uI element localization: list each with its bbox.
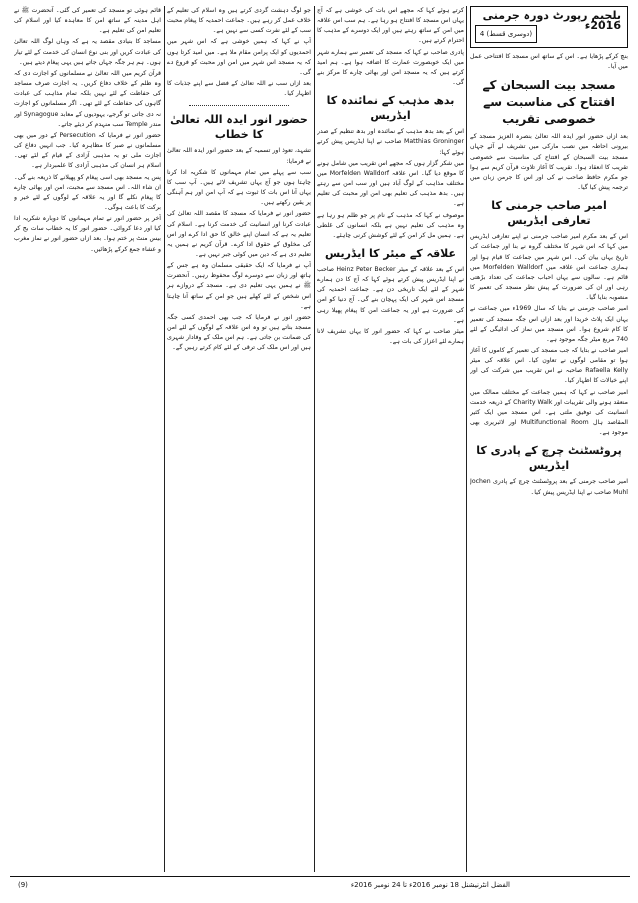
newspaper-page [10,6,630,876]
newspaper-issue-title: الفضل انٹرنیشنل 18 نومبر 2016ء تا 24 نومبر 2016ء [350,881,510,889]
paragraph: آخر پر حضور انور نے تمام مہمانوں کا دوبارہ شکریہ ادا کیا اور دعا کروائی۔ حضور انور کا یہ خطاب سات بج کر بیس منٹ پر ختم ہوا۔ بعد ازاں حضور انور نے نماز مغرب و عشاء جمع کرکے پڑھائیں۔ [14,215,161,253]
section-heading: پروٹسٹنٹ چرچ کے پادری کا ایڈریس [476,444,622,473]
paragraph: امیر صاحب جرمنی کے بعد پروٹسٹنٹ چرچ کے پادری Jochen Muhl صاحب نے اپنا ایڈریس پیش کیا۔ [470,478,628,496]
section-heading: حضور انور ایدہ اللہ تعالیٰ کا خطاب [170,113,308,142]
paragraph: موصوف نے کہا کہ مذہب کے نام پر جو ظلم ہو رہا ہے وہ مذہب کی تعلیم نہیں ہے بلکہ انسانوں کی غلطی ہے۔ ہمیں مل کر امن کے لئے کوشش کرنی چاہئے۔ [317,211,464,239]
paragraph: امیر صاحب جرمنی نے بتایا کہ سال 1969ء میں جماعت نے یہاں ایک پلاٹ خریدا اور بعد ازاں اس جگہ مسجد کی تعمیر کا کام شروع ہوا۔ اس مسجد میں نماز کی ادائیگی کے لئے 740 مربع میٹر جگہ موجود ہے۔ [470,305,628,343]
paragraph: اس کے بعد بدھ مذہب کے نمائندہ اور بدھ تنظیم کے صدر Matthias Groninger صاحب نے اپنا ایڈریس پیش کرتے ہوئے کہا: [317,128,464,156]
section-heading: مسجد بیت السبحان کے افتتاح کی مناسبت سے خصوصی تقریب [482,78,616,127]
paragraph: بعد ازاں حضور انور ایدہ اللہ تعالیٰ بنصرہ العزیز مسجد کے بیرونی احاطہ میں نصب مارکی میں تشریف لے آئے جہاں مسجد بیت السبحان کے افتتاح کی مناسبت سے خصوصی تقریب کا انعقاد ہوا۔ تقریب کا آغاز تلاوت قرآن کریم سے ہوا جو مکرم حافظ صاحب نے کی اور اس کا جرمن زبان میں ترجمہ پیش کیا گیا۔ [470,133,628,192]
paragraph: بعد ازاں سب نے اللہ تعالیٰ کے فضل سے اپنے جذبات کا اظہار کیا۔ [167,80,311,98]
paragraph: آپ نے فرمایا کہ ایک حقیقی مسلمان وہ ہے جس کے ہاتھ اور زبان سے دوسرے لوگ محفوظ رہیں۔ آنحضرت ﷺ نے ہمیں یہی تعلیم دی ہے۔ مسجد کے دروازے ہر اس شخص کے لئے کھلے ہیں جو امن کے ساتھ آنا چاہتا ہے۔ [167,262,311,310]
paragraph: حضور انور نے فرمایا کہ Persecution کے دور میں بھی مسلمانوں نے صبر کا مظاہرہ کیا۔ جب انہیں دفاع کی اجازت ملی تو یہ مذہبی آزادی کے قیام کے لئے تھی۔ اسلام ہر انسان کی مذہبی آزادی کا علمبردار ہے۔ [14,131,161,170]
column-divider [164,6,165,872]
paragraph: امیر صاحب نے بتایا کہ جب مسجد کی تعمیر کے کاموں کا آغاز ہوا تو مقامی لوگوں نے تعاون کیا۔ اس علاقہ کی میئر Rafaella Kelly صاحبہ نے اس تقریب میں شرکت کی اور اپنے خیالات کا اظہار کیا۔ [470,346,628,385]
column-divider [466,6,467,872]
section-heading: امیر صاحب جرمنی کا تعارفی ایڈریس [491,199,607,228]
section-heading: بدھ مذہب کے نمائندہ کا ایڈریس [326,94,455,123]
paragraph: اس کے بعد علاقہ کے میئر Heinz Peter Becker صاحب نے اپنا ایڈریس پیش کرتے ہوئے کہا کہ آج کا دن ہمارے شہر کے لئے ایک تاریخی دن ہے۔ جماعت احمدیہ کی مسجد اس شہر کی ایک پہچان بنے گی۔ آج دنیا کو امن کی ضرورت ہے اور یہ جماعت امن کا پیغام پھیلا رہی ہے۔ [317,265,464,324]
paragraph: جو لوگ دہشت گردی کرتے ہیں وہ اسلام کی تعلیم کے خلاف عمل کر رہے ہیں۔ جماعت احمدیہ کا پیغام محبت سب کے لئے نفرت کسی سے نہیں ہے۔ [167,7,311,35]
paragraph: حضور انور نے فرمایا کہ مسجد کا مقصد اللہ تعالیٰ کی عبادت کرنا اور انسانیت کی خدمت کرنا ہے۔ اسلام کی تعلیم یہ ہے کہ انسان اپنے خالق کا حق ادا کرے اور اس کی مخلوق کے حقوق ادا کرے۔ قرآن کریم نے ہمیں یہ تعلیم دی ہے کہ دین میں کوئی جبر نہیں ہے۔ [167,210,311,258]
section-separator [189,105,290,106]
article-column-2 [317,6,464,872]
paragraph: میئر صاحب نے کہا کہ حضور انور کا یہاں تشریف لانا ہمارے لئے اعزاز کی بات ہے۔ [317,327,464,346]
column-divider [314,6,315,872]
article-column-1 [470,6,628,872]
paragraph: بنچ کرکے پڑھایا ہے۔ اس کے ساتھ اس مسجد کا افتتاحی عمل میں آیا۔ [470,53,628,71]
section-heading: علاقہ کے میئر کا ایڈریس [324,246,457,260]
article-column-4 [14,6,161,872]
paragraph: پادری صاحب نے کہا کہ مسجد کی تعمیر سے ہمارے شہر میں ایک خوبصورت عمارت کا اضافہ ہوا ہے۔ ہم امید کرتے ہیں کہ یہ مسجد امن اور بھائی چارے کا مرکز بنے گی۔ [317,48,464,87]
paragraph: کرتے ہوئے کہا کہ مجھے اس بات کی خوشی ہے کہ آج یہاں اس مسجد کا افتتاح ہو رہا ہے۔ ہم سب اس علاقہ میں امن کے ساتھ رہتے ہیں اور ایک دوسرے کے مذہب کا احترام کرتے ہیں۔ [317,7,464,45]
paragraph: آپ نے کہا کہ ہمیں خوشی ہے کہ اس شہر میں احمدیوں کو ایک پرامن مقام ملا ہے۔ میں امید کرتا ہوں کہ یہ مسجد اس شہر میں امن اور محبت کو فروغ دے گی۔ [167,38,311,76]
series-part-badge: (دوسری قسط) 4 [475,25,537,43]
series-header [470,6,628,48]
paragraph: امیر صاحب نے کہا کہ ہمیں جماعت کے مختلف ممالک میں منعقد ہونے والی تقریبات اور Charity Walk کے ذریعہ خدمت انسانیت کی توفیق ملتی ہے۔ اس مسجد میں ایک کثیر المقاصد ہال Multifunctional Room اور لائبریری بھی موجود ہے۔ [470,388,628,437]
article-column-3 [167,6,311,872]
paragraph: پس یہ مسجد بھی اسی پیغام کو پھیلانے کا ذریعہ بنے گی۔ ان شاء اللہ۔ اس مسجد سے محبت، امن اور بھائی چارے کا پیغام نکلے گا اور یہ علاقہ کے لوگوں کے لئے خیر و برکت کا باعث ہوگی۔ [14,173,161,211]
paragraph: سب سے پہلے میں تمام مہمانوں کا شکریہ ادا کرنا چاہتا ہوں جو آج یہاں تشریف لائے ہیں۔ آپ سب کا یہاں آنا اس بات کا ثبوت ہے کہ آپ امن اور ہم آہنگی پر یقین رکھتے ہیں۔ [167,168,311,207]
paragraph: اس کے بعد مکرم امیر صاحب جرمنی نے اپنے تعارفی ایڈریس میں کہا کہ اس شہر کا مختلف گروہ نے بنا اور جماعت کی تاریخ یہاں بیان کی۔ اس شہر میں جماعت کا قیام ہوا اور ہماری جماعت اس علاقہ میں Morfelden Walldorf میں قائم ہے۔ سالوں سے یہاں احباب جماعت کی تعداد بڑھتی رہی اور ان کی ضرورت کے پیش نظر مسجد کی تعمیر کا منصوبہ بنایا گیا۔ [470,233,628,302]
paragraph: میں شکر گزار ہوں کہ مجھے اس تقریب میں شامل ہونے کا موقع دیا گیا۔ اس علاقہ Morfelden Walldorf میں مختلف مذاہب کے لوگ آباد ہیں اور سب امن سے رہتے ہیں۔ بدھ مذہب کی تعلیم بھی امن اور محبت کی تعلیم ہے۔ [317,159,464,208]
paragraph: تشہد، تعوذ اور تسمیہ کے بعد حضور انور ایدہ اللہ تعالیٰ نے فرمایا: [167,147,311,165]
page-number: (9) [18,881,28,889]
paragraph: قائم ہوئی تو مسجد کی تعمیر کی گئی۔ آنحضرت ﷺ نے اہل مدینہ کے ساتھ امن کا معاہدہ کیا اور اسلام کی تعلیم امن کی تعلیم ہے۔ [14,7,161,35]
paragraph: حضور انور نے فرمایا کہ جب بھی احمدی کسی جگہ مسجد بناتے ہیں تو وہ اس علاقہ کے لوگوں کے لئے امن کی ضمانت بن جاتی ہے۔ ہم اس ملک کے وفادار شہری ہیں اور اس ملک کی ترقی کے لئے کام کرتے رہیں گے۔ [167,313,311,352]
series-title: بلجیم رپورٹ دورہ جرمنی 2016ء [482,9,621,33]
paragraph: مساجد کا بنیادی مقصد یہ ہے کہ وہاں لوگ اللہ تعالیٰ کی عبادت کریں اور بنی نوع انسان کی خدمت کے لئے تیار ہوں۔ ہم ہر جگہ جہاں جاتے ہیں یہی پیغام دیتے ہیں۔ [14,38,161,66]
paragraph: قرآن کریم میں اللہ تعالیٰ نے مسلمانوں کو اجازت دی کہ وہ ظلم کے خلاف دفاع کریں۔ یہ اجازت صرف مساجد کی حفاظت کے لئے نہیں بلکہ تمام مذاہب کی عبادت گاہوں کی حفاظت کے لئے تھی۔ اگر مسلمانوں کو اجازت نہ دی جاتی تو گرجے، یہودیوں کے معابد Synagogue اور مندر Temple سب منہدم کر دیئے جاتے۔ [14,69,161,128]
page-footer [10,876,630,893]
